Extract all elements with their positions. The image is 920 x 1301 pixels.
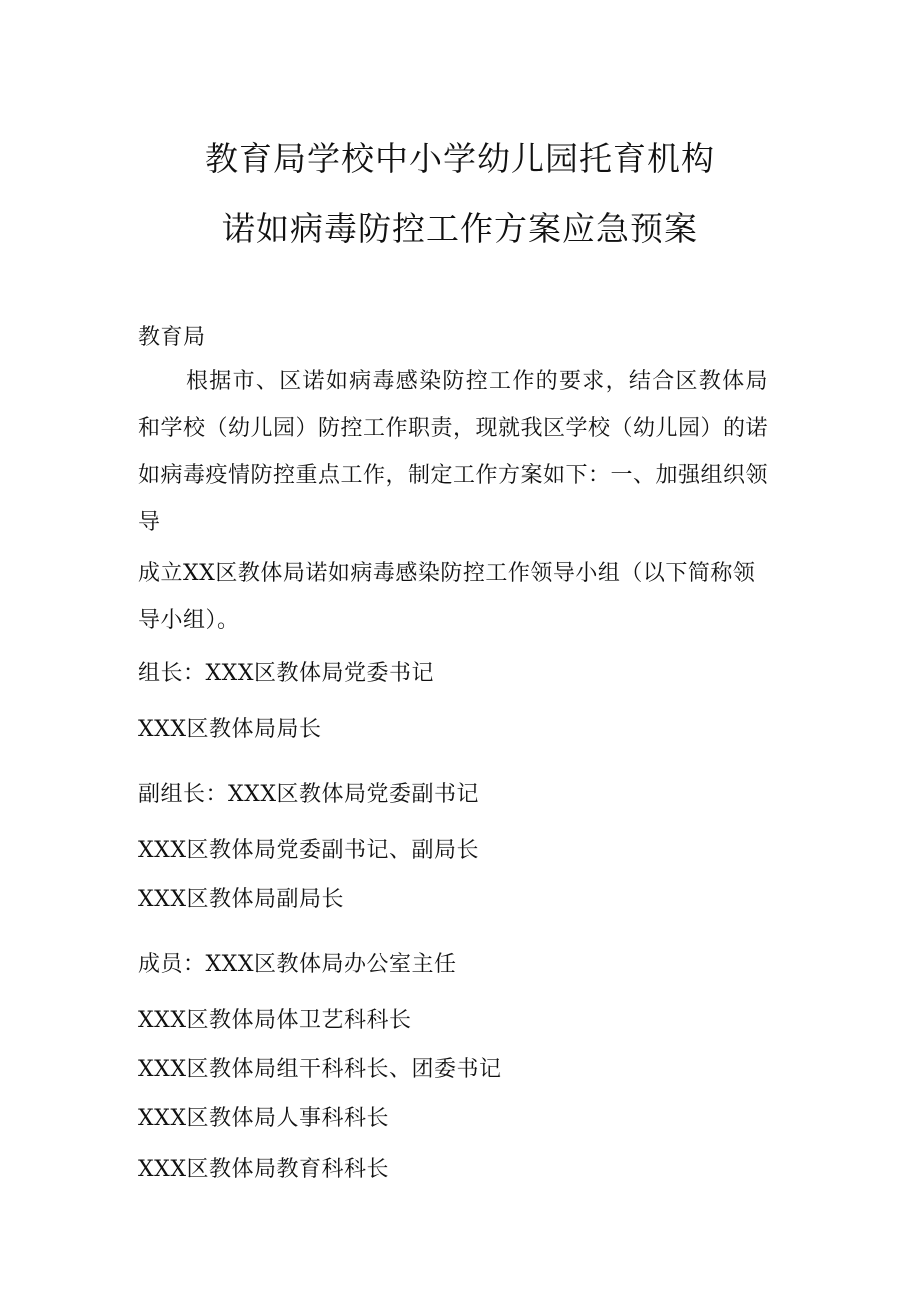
document-title-line-1: 教育局学校中小学幼儿园托育机构	[205, 139, 715, 178]
deputy-line-3: XXX区教体局副局长	[138, 887, 344, 912]
leader-line-2: XXX区教体局局长	[138, 717, 322, 742]
member-line-4: XXX区教体局人事科科长	[138, 1106, 389, 1131]
deputy-line: 副组长：XXX区教体局党委副书记	[138, 782, 479, 807]
member-line-2: XXX区教体局体卫艺科科长	[138, 1008, 412, 1033]
document-title-line-2: 诺如病毒防控工作方案应急预案	[222, 209, 698, 248]
member-line-5: XXX区教体局教育科科长	[138, 1157, 389, 1182]
member-line-3: XXX区教体局组干科科长、团委书记	[138, 1057, 502, 1082]
group-paragraph: 成立XX区教体局诺如病毒感染防控工作领导小组（以下简称领导小组）。	[138, 561, 756, 633]
deputy-line-2: XXX区教体局党委副书记、副局长	[138, 838, 479, 863]
intro-paragraph: 根据市、区诺如病毒感染防控工作的要求，结合区教体局和学校（幼儿园）防控工作职责，现就我区学校（幼儿园）的诺如病毒疫情防控重点工作，制定工作方案如下：一、加强组织领导	[138, 369, 769, 535]
addressee: 教育局	[138, 325, 206, 350]
member-line: 成员：XXX区教体局办公室主任	[138, 952, 457, 977]
leader-line: 组长：XXX区教体局党委书记	[138, 661, 434, 686]
